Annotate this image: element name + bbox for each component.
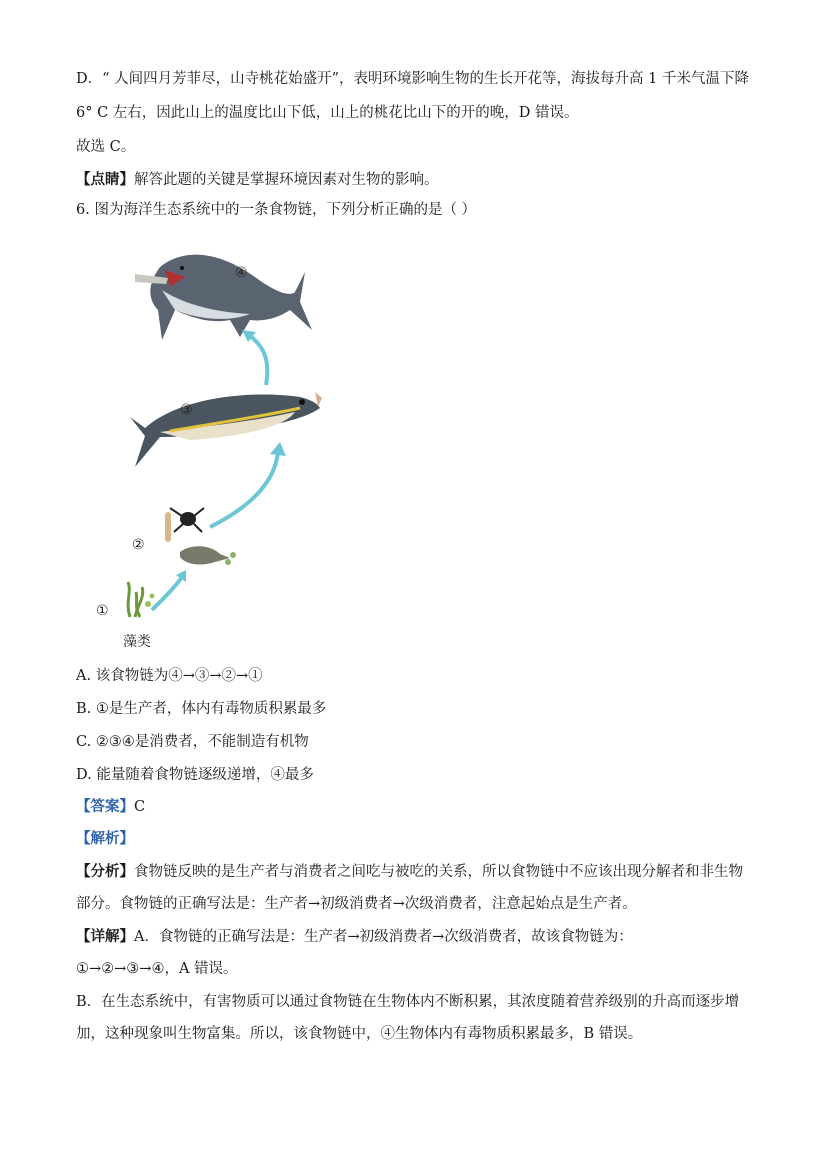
answer-line [76,797,145,817]
fenxi-tag: 【分析】 [76,864,134,880]
food-chain-figure [90,232,340,660]
fenxi-line2: 部分。食物链的正确写法是：生产者→初级消费者→次级消费者，注意起始点是生产者。 [76,896,637,912]
label-4: ④ [235,265,248,281]
jiexi-line [76,829,134,849]
fenxi-text: 食物链反映的是生产者与消费者之间吃与被吃的关系，所以食物链中不应该出现分解者和非生物 [134,864,743,880]
option-c: C. ②③④是消费者，不能制造有机物 [76,734,309,750]
question-6-stem: 6. 图为海洋生态系统中的一条食物链，下列分析正确的是（ ） [76,202,477,218]
shark-image [135,255,312,340]
label-3: ③ [180,402,193,418]
xiangjie-tag: 【详解】 [76,929,134,945]
choose-answer-line: 故选 C。 [76,139,136,155]
jiexi-tag: 【解析】 [76,831,134,847]
option-a: A. 该食物链为④→③→②→① [76,668,263,684]
option-d-explanation-line2: 6° C 左右，因此山上的温度比山下低，山上的桃花比山下的开的晚，D 错误。 [76,105,579,121]
dianjing-line [76,170,439,190]
label-2: ② [132,537,145,553]
arrow-3-to-4 [250,336,267,385]
explanation-b-line1: B．在生态系统中，有害物质可以通过食物链在生物体内不断积累，其浓度随着营养级别的升高而逐步增 [76,994,740,1010]
xiangjie-line1 [76,927,633,947]
option-d: D. 能量随着食物链逐级递增，④最多 [76,767,314,783]
label-1: ① [96,603,109,619]
dianjing-tag: 【点睛】 [76,172,134,188]
algae-caption: 藻类 [123,634,151,650]
arrow-1-to-2 [152,577,182,610]
arrow-2-to-3 [210,452,278,527]
dianjing-text: 解答此题的关键是掌握环境因素对生物的影响。 [134,172,439,188]
fenxi-line1 [76,862,743,882]
xiangjie-line2: ①→②→③→④，A 错误。 [76,961,238,977]
option-b: B. ①是生产者，体内有毒物质积累最多 [76,701,327,717]
xiangjie-text: A．食物链的正确写法是：生产者→初级消费者→次级消费者，故该食物链为： [134,929,633,945]
algae-image [128,582,155,617]
answer-tag: 【答案】 [76,799,134,815]
answer-value: C [134,799,146,815]
explanation-b-line2: 加，这种现象叫生物富集。所以，该食物链中，④生物体内有毒物质积累最多，B 错误。 [76,1026,643,1042]
tuna-image [130,392,322,467]
option-d-explanation-line1: D．“ 人间四月芳菲尽，山寺桃花始盛开”，表明环境影响生物的生长开花等，海拔每升高 1 千米气温下降 [76,71,749,87]
